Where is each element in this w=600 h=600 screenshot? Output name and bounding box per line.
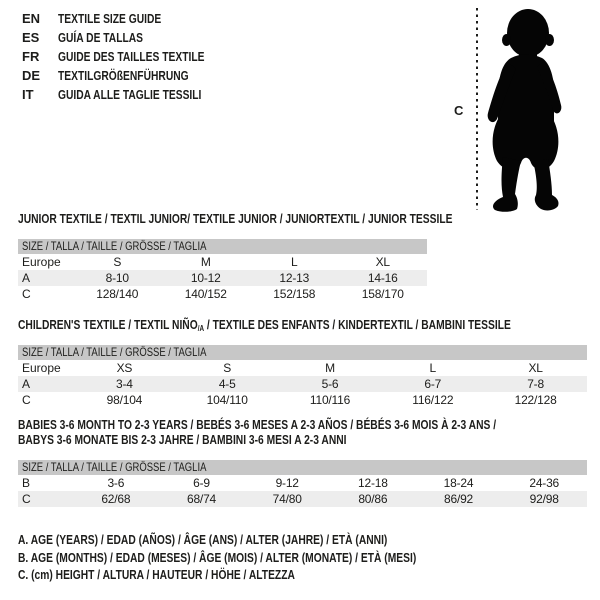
table-row-age-months: B 3-6 6-9 9-12 12-18 18-24 24-36 <box>22 476 560 490</box>
table-row-europe: Europe XS S M L XL <box>22 361 543 375</box>
language-label: GUIDA ALLE TAGLIE TESSILI <box>58 87 202 102</box>
language-row-fr <box>22 47 243 66</box>
size-header-bar: SIZE / TALLA / TAILLE / GRÖSSE / TAGLIA <box>18 460 587 475</box>
legend-line-b: B. AGE (MONTHS) / EDAD (MESES) / ÂGE (MOIS) / ALTER (MONATE) / ETÀ (MESI) <box>18 549 417 565</box>
language-row-it <box>22 85 243 104</box>
babies-section-title: BABIES 3-6 MONTH TO 2-3 YEARS / BEBÉS 3-6 MESES A 2-3 AÑOS / BÉBÉS 3-6 MOIS À 2-3 ANS / BABYS 3-6 MONATE BIS 2-3 JAHRE / BAMBINI 3-6 MESI A 2-3 ANNI <box>18 417 497 447</box>
language-code: ES <box>22 30 40 45</box>
height-figure-area <box>450 5 576 215</box>
size-header-bar: SIZE / TALLA / TAILLE / GRÖSSE / TAGLIA <box>18 239 427 254</box>
language-code: EN <box>22 11 41 26</box>
table-row-height: C 98/104 104/110 110/116 116/122 122/128 <box>22 393 557 407</box>
language-row-de <box>22 66 243 85</box>
size-header-bar: SIZE / TALLA / TAILLE / GRÖSSE / TAGLIA <box>18 345 587 360</box>
table-row-age: A 3-4 4-5 5-6 6-7 7-8 <box>18 376 587 392</box>
language-row-es <box>22 28 243 47</box>
language-list <box>22 9 243 104</box>
language-label: GUIDE DES TAILLES TEXTILE <box>58 49 205 64</box>
language-label: GUÍA DE TALLAS <box>58 30 144 45</box>
children-size-table <box>18 345 587 408</box>
language-label: TEXTILE SIZE GUIDE <box>58 11 162 26</box>
legend-line-a: A. AGE (YEARS) / EDAD (AÑOS) / ÂGE (ANS) / ALTER (JAHRE) / ETÀ (ANNI) <box>18 532 388 547</box>
junior-size-table <box>18 239 427 302</box>
children-section-title: CHILDREN'S TEXTILE / TEXTIL $NIÑO_{/A}$ / TEXTILE DES ENFANTS / KINDERTEXTIL / BAMBINI TESSILE <box>18 317 511 333</box>
table-row-height: C 128/140 140/152 152/158 158/170 <box>22 287 404 301</box>
language-label: TEXTILGRÖßENFÜHRUNG <box>58 68 189 83</box>
table-row-europe: Europe S M L XL <box>22 255 390 269</box>
table-row-height: C 62/68 68/74 74/80 80/86 86/92 92/98 <box>18 491 587 507</box>
babies-size-table <box>18 460 587 507</box>
height-measure-dotted-line <box>476 8 478 210</box>
language-row-en <box>22 9 243 28</box>
height-measure-label: C <box>454 103 464 118</box>
legend-line-c: C. (cm) HEIGHT / ALTURA / HAUTEUR / HÖHE / ALTEZZA <box>18 567 295 582</box>
legend <box>18 531 522 584</box>
language-code: IT <box>22 87 34 102</box>
table-row-age: A 8-10 10-12 12-13 14-16 <box>18 270 427 286</box>
title-subscript: /A <box>197 324 205 333</box>
junior-section-title: JUNIOR TEXTILE / TEXTIL JUNIOR/ TEXTILE JUNIOR / JUNIORTEXTIL / JUNIOR TESSILE <box>18 211 453 226</box>
baby-silhouette-icon <box>484 7 568 213</box>
language-code: FR <box>22 49 40 64</box>
language-code: DE <box>22 68 41 83</box>
